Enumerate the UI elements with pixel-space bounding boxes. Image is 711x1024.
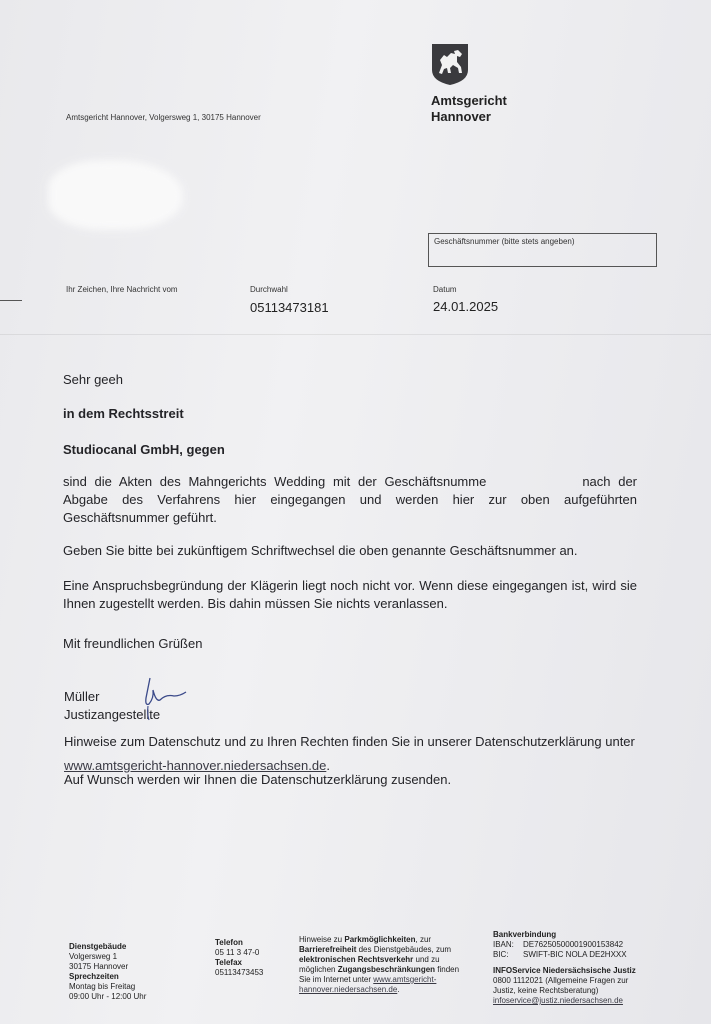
- privacy-notice-line1: Hinweise zum Datenschutz und zu Ihren Rechten finden Sie in unserer Datenschutzerklärung unter: [64, 734, 635, 749]
- telefon-value: 05 11 3 47-0: [215, 948, 260, 957]
- durchwahl-value: 05113473181: [250, 300, 329, 315]
- infoservice-note: Justiz, keine Rechtsberatung): [493, 986, 599, 995]
- sprechzeiten-hours: 09:00 Uhr - 12:00 Uhr: [69, 992, 147, 1001]
- lower-saxony-horse-crest-icon: [431, 43, 469, 86]
- signer-title: Justizangestellte: [64, 707, 161, 722]
- paragraph-akten-part1: sind die Akten des Mahngerichts Wedding mit der Geschäftsnumme: [63, 474, 487, 489]
- privacy-link-period: .: [326, 758, 330, 773]
- infoservice-email-link[interactable]: infoservice@justiz.niedersachsen.de: [493, 996, 623, 1005]
- salutation: Sehr geeh: [63, 372, 123, 387]
- paragraph-akten: [63, 473, 637, 527]
- signer-name: Müller: [64, 689, 100, 704]
- footer-city: 30175 Hannover: [69, 962, 129, 971]
- bic-label: BIC:: [493, 950, 509, 959]
- footer-notes-block: [299, 935, 459, 995]
- notes-text: .: [397, 985, 400, 994]
- iban-value: DE76250500001900153842: [523, 940, 624, 949]
- paragraph-anspruchsbegruendung: Eine Anspruchsbegründung der Klägerin liegt noch nicht vor. Wenn diese eingegangen ist, wird sie Ihnen zugestellt werden. Bis dahin müssen Sie nichts veranlassen.: [63, 578, 637, 611]
- infoservice-phone: 0800 1112021 (Allgemeine Fragen zur: [493, 976, 629, 985]
- notes-text: Hinweise zu: [299, 935, 345, 944]
- footer-address-block: [69, 942, 146, 1002]
- datum-label: Datum: [433, 285, 457, 294]
- handwritten-signature: [140, 676, 190, 722]
- closing: Mit freundlichen Grüßen: [63, 636, 203, 651]
- sprechzeiten-label: Sprechzeiten: [69, 972, 119, 981]
- case-heading: in dem Rechtsstreit: [63, 406, 184, 421]
- redacted-recipient-address: [48, 160, 183, 230]
- notes-text: des Dienstgebäudes, zum: [356, 945, 452, 954]
- sprechzeiten-days: Montag bis Freitag: [69, 982, 136, 991]
- telefax-value: 05113473453: [215, 968, 264, 977]
- notes-access-restrictions: Zugangsbeschränkungen: [337, 965, 436, 974]
- party-name: Studiocanal GmbH, gegen: [63, 442, 225, 457]
- infoservice-label: INFOService Niedersächsische Justiz: [493, 966, 636, 975]
- notes-website-link-cont[interactable]: hannover.niedersachsen.de: [299, 985, 398, 994]
- court-name-line1: Amtsgericht: [431, 93, 507, 108]
- notes-accessibility: Barrierefreiheit: [299, 945, 357, 954]
- notes-text: Sie im Internet unter: [299, 975, 374, 984]
- notes-e-legal: elektronischen Rechtsverkehr: [299, 955, 414, 964]
- privacy-policy-link[interactable]: www.amtsgericht-hannover.niedersachsen.de: [64, 758, 327, 773]
- telefax-label: Telefax: [215, 958, 242, 967]
- ihr-zeichen-label: Ihr Zeichen, Ihre Nachricht vom: [66, 285, 178, 294]
- notes-text: , zur: [415, 935, 432, 944]
- footer-phone-block: [215, 938, 263, 978]
- paragraph-akten-part2: nach der Abgabe des Verfahrens hier eingegangen und werden hier zur oben aufgeführten Geschäftsnummer geführt.: [63, 474, 637, 525]
- notes-text: und zu: [413, 955, 440, 964]
- notes-website-link[interactable]: www.amtsgericht-: [373, 975, 437, 984]
- footer-bank-block: [493, 930, 636, 1006]
- iban-label: IBAN:: [493, 940, 514, 949]
- paragraph-schriftwechsel: Geben Sie bitte bei zukünftigem Schriftwechsel die oben genannte Geschäftsnummer an.: [63, 543, 578, 558]
- notes-text: finden: [435, 965, 460, 974]
- fold-mark: [0, 300, 22, 301]
- notes-text: möglichen: [299, 965, 338, 974]
- datum-value: 24.01.2025: [433, 299, 499, 314]
- reference-number-label: Geschäftsnummer (bitte stets angeben): [434, 237, 575, 246]
- notes-parking: Parkmöglichkeiten: [344, 935, 416, 944]
- durchwahl-label: Durchwahl: [250, 285, 288, 294]
- court-name: [431, 93, 507, 125]
- sender-address-line: Amtsgericht Hannover, Volgersweg 1, 30175 Hannover: [66, 113, 261, 122]
- court-name-line2: Hannover: [431, 109, 491, 124]
- footer-street: Volgersweg 1: [69, 952, 118, 961]
- dienstgebaeude-label: Dienstgebäude: [69, 942, 127, 951]
- paper-fold-line: [0, 334, 711, 335]
- bank-label: Bankverbindung: [493, 930, 557, 939]
- bic-value: SWIFT-BIC NOLA DE2HXXX: [523, 950, 627, 959]
- telefon-label: Telefon: [215, 938, 243, 947]
- privacy-notice-line2: Auf Wunsch werden wir Ihnen die Datenschutzerklärung zusenden.: [64, 772, 452, 787]
- reference-number-box: [428, 233, 657, 267]
